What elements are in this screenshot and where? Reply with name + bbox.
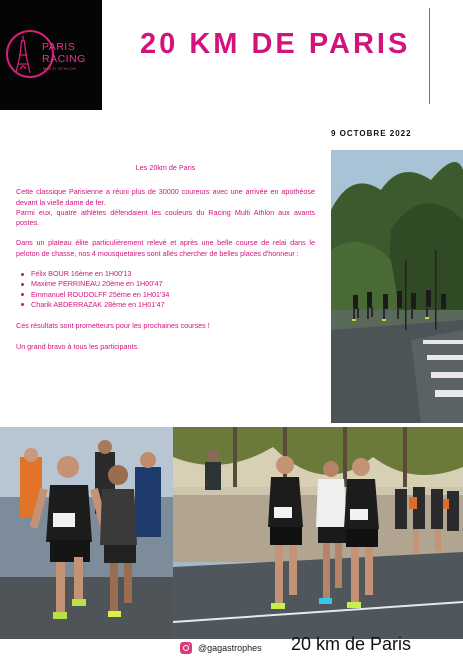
footer-title: 20 km de Paris <box>291 634 412 654</box>
article-intro-2: Parmi eux, quatre athlètes défendaient les couleurs du Racing Multi Athlon aux avants postes. <box>16 207 315 228</box>
header-divider <box>429 8 430 104</box>
logo-word-multi-athlon: MULTI ATHLON <box>43 66 77 71</box>
runners-pack-closeup-photo <box>0 427 173 639</box>
result-item: Emmanuel ROUDOLFF 25ème en 1H01'34 <box>31 290 315 300</box>
article-body <box>16 160 315 352</box>
results-list <box>16 269 315 310</box>
result-item: Charik ABDERRAZAK 28ème en 1H01'47 <box>31 300 315 310</box>
photographer-handle: @gagastrophes <box>198 643 262 653</box>
article-intro: Cette classique Parisienne a réuni plus de 30000 coureurs avec une arrivée en apothéose devant la vielle dame de fer. <box>16 187 315 207</box>
eiffel-tower-icon <box>13 35 33 75</box>
logo-word-paris: PARIS <box>42 41 76 53</box>
runners-avenue-photo <box>331 150 463 423</box>
page-title: 20 KM DE PARIS <box>140 28 411 60</box>
runners-quay-photo <box>173 427 463 639</box>
article-outlook: Ces résultats sont prometteurs pour les prochaines courses ! <box>16 321 210 331</box>
logo-word-racing: RACING <box>42 53 86 65</box>
event-date: 9 OCTOBRE 2022 <box>331 129 412 138</box>
instagram-icon <box>180 642 192 654</box>
result-item: Maxime PERRINEAU 20ème en 1H00'47 <box>31 279 315 289</box>
article-closing: Un grand bravo à tous les participants. <box>16 341 140 351</box>
club-logo <box>0 0 102 110</box>
article-title: Les 20km de Paris <box>135 163 196 172</box>
article-race: Dans un plateau élite particulièrement relevé et après une belle course de relai dans le peloton de chasse, nos 4 mousquetaires sont allés chercher de belles places d'honneur : <box>16 238 315 258</box>
result-item: Félix BOUR 16ème en 1H00'13 <box>31 269 315 279</box>
